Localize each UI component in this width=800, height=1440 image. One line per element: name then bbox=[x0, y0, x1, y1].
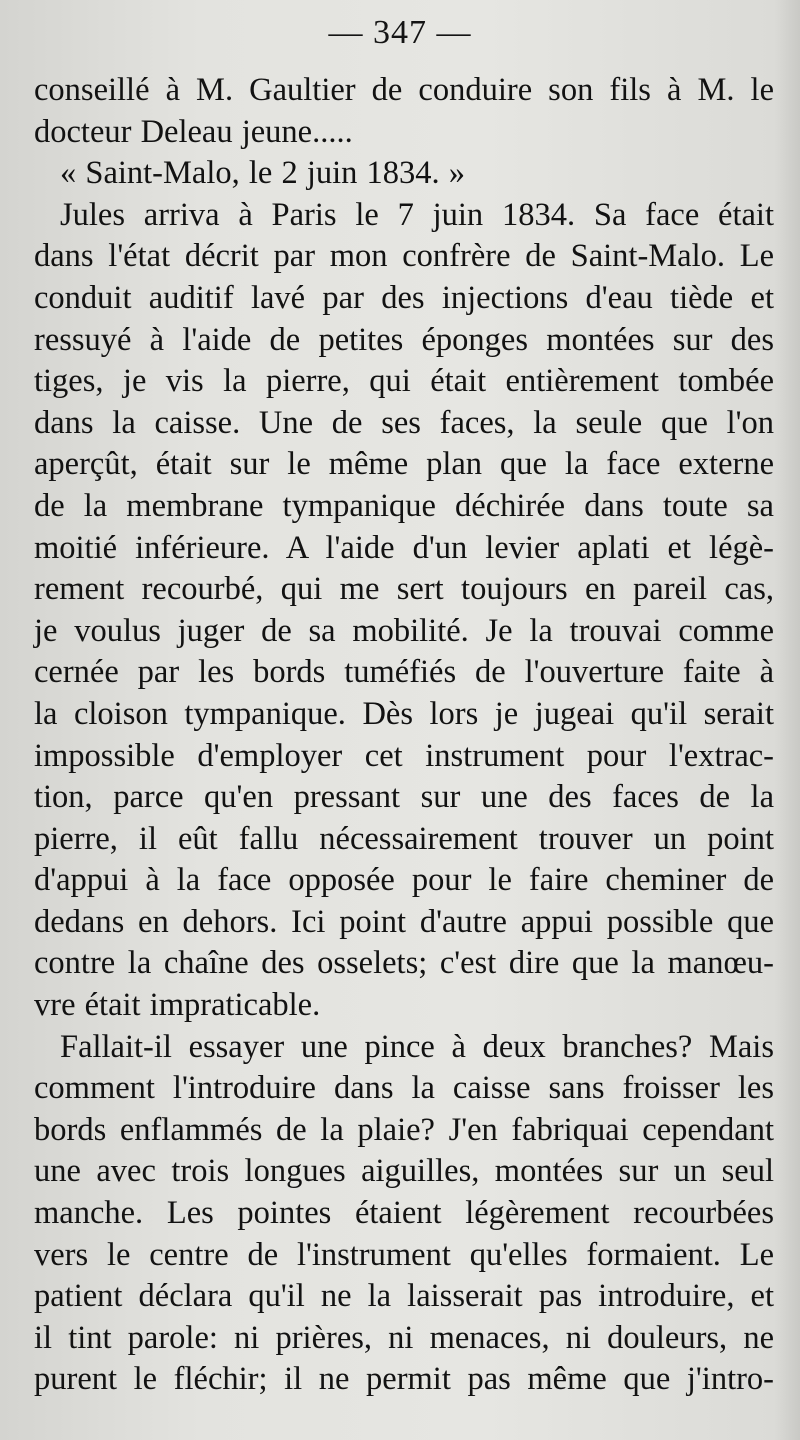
text-line: docteur Deleau jeune..... bbox=[34, 113, 353, 150]
text-line: tion, parce qu'en pressant sur une des faces de la bbox=[34, 779, 774, 816]
text-line: d'appui à la face opposée pour le faire cheminer de bbox=[34, 862, 774, 899]
text-line: dedans en dehors. Ici point d'autre appui possible que bbox=[34, 903, 774, 940]
text-line: ressuyé à l'aide de petites éponges montées sur des bbox=[34, 321, 774, 358]
text-line: pierre, il eût fallu nécessairement trouver un point bbox=[34, 820, 774, 857]
text-line: conduit auditif lavé par des injections d'eau tiède et bbox=[34, 279, 774, 316]
text-line: je voulus juger de sa mobilité. Je la trouvai comme bbox=[34, 612, 774, 649]
text-line: il tint parole: ni prières, ni menaces, ni douleurs, ne bbox=[34, 1319, 774, 1356]
text-line: vre était impraticable. bbox=[34, 987, 321, 1024]
text-line: patient déclara qu'il ne la laisserait pas introduire, et bbox=[34, 1278, 774, 1315]
text-line: Jules arriva à Paris le 7 juin 1834. Sa face était bbox=[60, 196, 774, 233]
text-line: cernée par les bords tuméfiés de l'ouverture faite à bbox=[34, 654, 774, 691]
text-line: moitié inférieure. A l'aide d'un levier aplati et légè- bbox=[34, 529, 774, 566]
text-line: dans l'état décrit par mon confrère de Saint-Malo. Le bbox=[34, 238, 774, 275]
text-line: une avec trois longues aiguilles, montées sur un seul bbox=[34, 1153, 774, 1190]
text-line: la cloison tympanique. Dès lors je jugeai qu'il serait bbox=[34, 695, 774, 732]
text-line: contre la chaîne des osselets; c'est dire que la manœu- bbox=[34, 945, 774, 982]
text-line: de la membrane tympanique déchirée dans toute sa bbox=[34, 487, 774, 524]
text-line: bords enflammés de la plaie? J'en fabriquai cependant bbox=[34, 1111, 774, 1148]
body-text bbox=[34, 70, 774, 1401]
page-number: — 347 — bbox=[328, 14, 472, 51]
text-line: rement recourbé, qui me sert toujours en pareil cas, bbox=[34, 571, 774, 608]
text-line: « Saint-Malo, le 2 juin 1834. » bbox=[60, 155, 465, 192]
page-edge-shadow bbox=[774, 0, 800, 1440]
text-line: aperçût, était sur le même plan que la face externe bbox=[34, 446, 774, 483]
text-line: Fallait-il essayer une pince à deux branches? Mais bbox=[60, 1028, 774, 1065]
text-line: vers le centre de l'instrument qu'elles formaient. Le bbox=[34, 1236, 774, 1273]
text-line: impossible d'employer cet instrument pour l'extrac- bbox=[34, 737, 774, 774]
text-line: purent le fléchir; il ne permit pas même que j'intro- bbox=[34, 1361, 774, 1398]
text-line: comment l'introduire dans la caisse sans froisser les bbox=[34, 1070, 774, 1107]
text-line: dans la caisse. Une de ses faces, la seule que l'on bbox=[34, 404, 774, 441]
text-line: tiges, je vis la pierre, qui était entièrement tombée bbox=[34, 363, 774, 400]
text-line: manche. Les pointes étaient légèrement recourbées bbox=[34, 1195, 774, 1232]
text-line: conseillé à M. Gaultier de conduire son fils à M. le bbox=[34, 72, 774, 108]
